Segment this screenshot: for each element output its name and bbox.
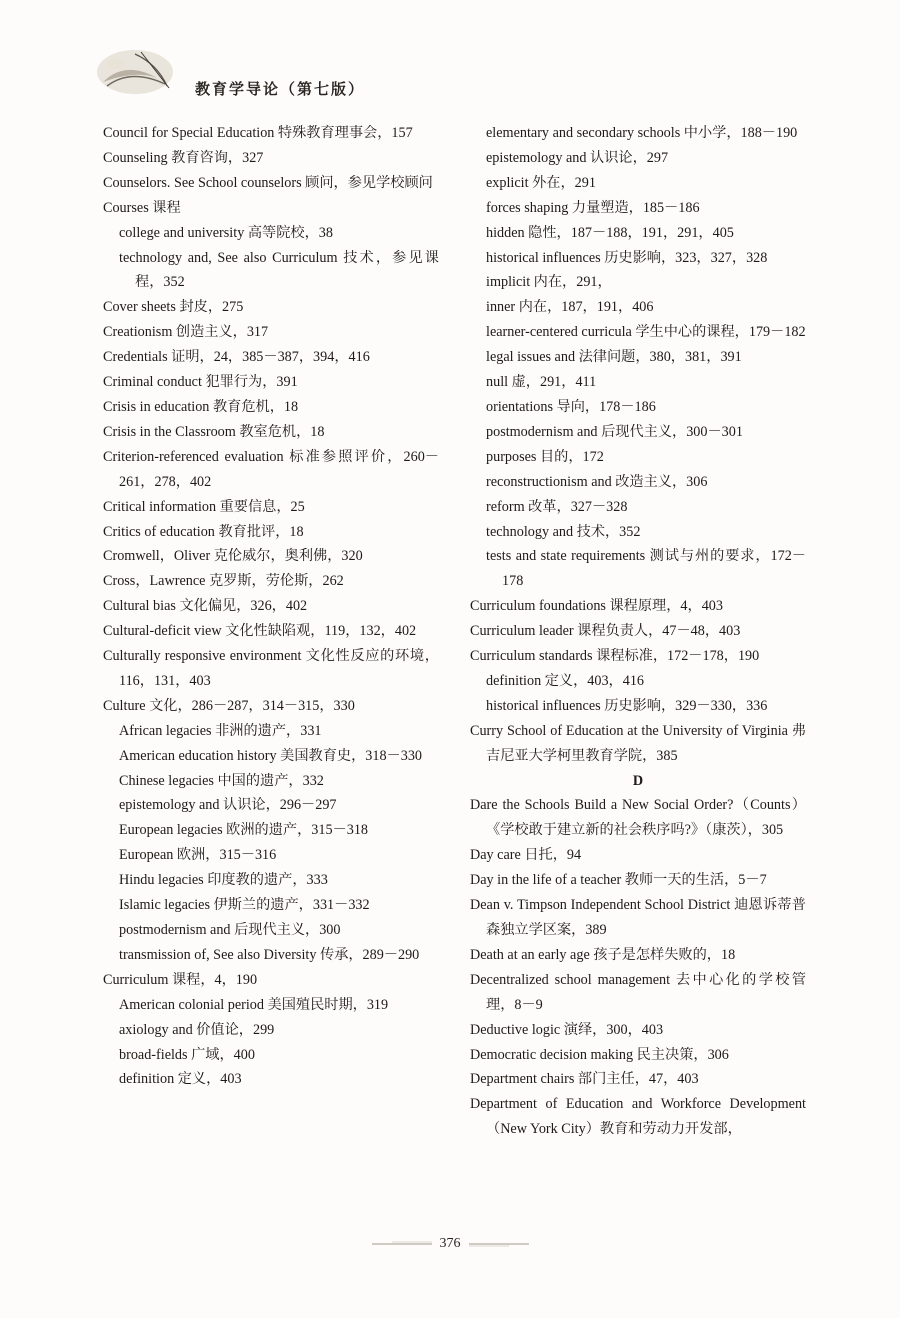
index-subentry: orientations 导向，178－186 (486, 398, 656, 415)
footer-ornament-left (372, 1240, 432, 1248)
index-entry: Department chairs 部门主任，47，403 (470, 1071, 699, 1088)
running-head-title: 教育学导论（第七版） (195, 80, 366, 98)
index-entry: Critical information 重要信息，25 (103, 498, 305, 515)
index-entry: Crisis in education 教育危机，18 (103, 398, 299, 415)
index-subentry: historical influences 历史影响，329－330，336 (486, 697, 768, 714)
index-subentry: Islamic legacies 伊斯兰的遗产，331－332 (119, 897, 370, 914)
index-subentry: African legacies 非洲的遗产，331 (119, 722, 322, 739)
index-entry: Cultural bias 文化偏见，326，402 (103, 598, 308, 615)
index-subentry: inner 内在，187，191，406 (486, 299, 654, 316)
index-subentry: legal issues and 法律问题，380，381，391 (486, 349, 742, 366)
index-entry: Decentralized school management 去中心化的学校管理，8－9 (470, 971, 806, 1013)
index-entry: Day in the life of a teacher 教师一天的生活，5－7 (470, 872, 767, 889)
book-quill-logo (95, 42, 205, 102)
index-subentry: axiology and 价值论，299 (119, 1021, 275, 1038)
index-entry: Curry School of Education at the University of Virginia 弗吉尼亚大学柯里教育学院，385 (470, 722, 806, 764)
footer-ornament-right (469, 1240, 529, 1248)
index-subentry: hidden 隐性，187－188，191，291，405 (486, 224, 734, 241)
index-subentry: explicit 外在，291 (486, 174, 596, 191)
index-subentry: reconstructionism and 改造主义，306 (486, 473, 708, 490)
index-subentry: transmission of, See also Diversity 传承，289－290 (119, 946, 420, 963)
index-entry: Cross，Lawrence 克罗斯，劳伦斯，262 (103, 573, 344, 590)
section-letter-heading: D (632, 772, 644, 789)
index-entry: Curriculum foundations 课程原理，4，403 (470, 598, 723, 615)
index-entry: Day care 日托，94 (470, 847, 582, 864)
index-entry: Curriculum leader 课程负责人，47－48，403 (470, 623, 741, 640)
index-subentry: null 虚，291，411 (486, 374, 597, 391)
index-entry: Curriculum 课程，4，190 (103, 971, 258, 988)
index-entry: Deductive logic 演绎，300，403 (470, 1021, 664, 1038)
index-entry: Crisis in the Classroom 教室危机，18 (103, 423, 325, 440)
page-header (95, 42, 425, 112)
index-entry: Credentials 证明，24，385－387，394，416 (103, 349, 370, 366)
index-entry: Critics of education 教育批评，18 (103, 523, 304, 540)
index-entry: Culture 文化，286－287，314－315，330 (103, 697, 355, 714)
index-entry: Department of Education and Workforce Development（New York City）教育和劳动力开发部， (470, 1096, 806, 1138)
index-column-left (103, 121, 439, 1092)
index-entry: Counseling 教育咨询，327 (103, 149, 264, 166)
index-subentry: epistemology and 认识论，296－297 (119, 797, 337, 814)
index-entry: Culturally responsive environment 文化性反应的环境，116，131，403 (103, 648, 439, 689)
index-subentry: postmodernism and 后现代主义，300－301 (486, 423, 743, 440)
index-subentry: European legacies 欧洲的遗产，315－318 (119, 822, 369, 839)
index-subentry: tests and state requirements 测试与州的要求，172－178 (486, 548, 806, 590)
index-entry: Cover sheets 封皮，275 (103, 299, 244, 316)
index-entry: Creationism 创造主义，317 (103, 324, 269, 341)
index-subentry: postmodernism and 后现代主义，300 (119, 922, 341, 938)
index-entry: Dean v. Timpson Independent School District 迪恩诉蒂普森独立学区案，389 (470, 897, 806, 938)
index-subentry: college and university 高等院校，38 (119, 224, 333, 241)
index-subentry: European 欧洲，315－316 (119, 847, 277, 864)
index-subentry: reform 改革，327－328 (486, 498, 628, 515)
index-entry: Death at an early age 孩子是怎样失败的，18 (470, 946, 736, 963)
index-subentry: Chinese legacies 中国的遗产，332 (119, 772, 324, 789)
index-subentry: definition 定义，403 (119, 1071, 242, 1088)
index-entry: Cromwell，Oliver 克伦威尔，奥利佛，320 (103, 548, 363, 565)
index-entry: Cultural-deficit view 文化性缺陷观，119，132，402 (103, 623, 417, 640)
index-entry: Dare the Schools Build a New Social Order?（Counts）《学校敢于建立新的社会秩序吗?》（康茨），305 (470, 797, 806, 839)
index-entry: Counselors. See School counselors 顾问，参见学校顾问 (103, 174, 433, 191)
index-subentry: implicit 内在，291， (486, 274, 612, 291)
index-subentry: American colonial period 美国殖民时期，319 (119, 996, 389, 1013)
index-subentry: historical influences 历史影响，323，327，328 (486, 249, 768, 266)
index-subentry: epistemology and 认识论，297 (486, 149, 669, 166)
page-number: 376 (439, 1236, 461, 1251)
index-subentry: forces shaping 力量塑造，185－186 (486, 199, 700, 216)
index-subentry: Hindu legacies 印度教的遗产，333 (119, 872, 328, 889)
index-entry: Criterion-referenced evaluation 标准参照评价，260－261，278，402 (103, 448, 439, 490)
index-entry: Curriculum standards 课程标准，172－178，190 (470, 648, 760, 665)
index-column-right (470, 121, 806, 1142)
index-entry: Democratic decision making 民主决策，306 (470, 1046, 729, 1063)
index-subentry: technology and 技术，352 (486, 523, 641, 540)
index-subentry: elementary and secondary schools 中小学，188－190 (486, 125, 798, 141)
index-subentry: technology and, See also Curriculum 技术，参见课程，352 (119, 249, 439, 291)
index-entry: Council for Special Education 特殊教育理事会，157 (103, 125, 413, 141)
index-subentry: definition 定义，403，416 (486, 672, 645, 689)
index-subentry: purposes 目的，172 (486, 448, 604, 465)
index-entry: Criminal conduct 犯罪行为，391 (103, 374, 298, 391)
index-subentry: learner-centered curricula 学生中心的课程，179－182 (486, 324, 806, 341)
page-footer (0, 1232, 900, 1256)
index-subentry: broad-fields 广域，400 (119, 1046, 255, 1063)
index-entry: Courses 课程 (103, 199, 181, 216)
index-subentry: American education history 美国教育史，318－330 (119, 747, 423, 764)
